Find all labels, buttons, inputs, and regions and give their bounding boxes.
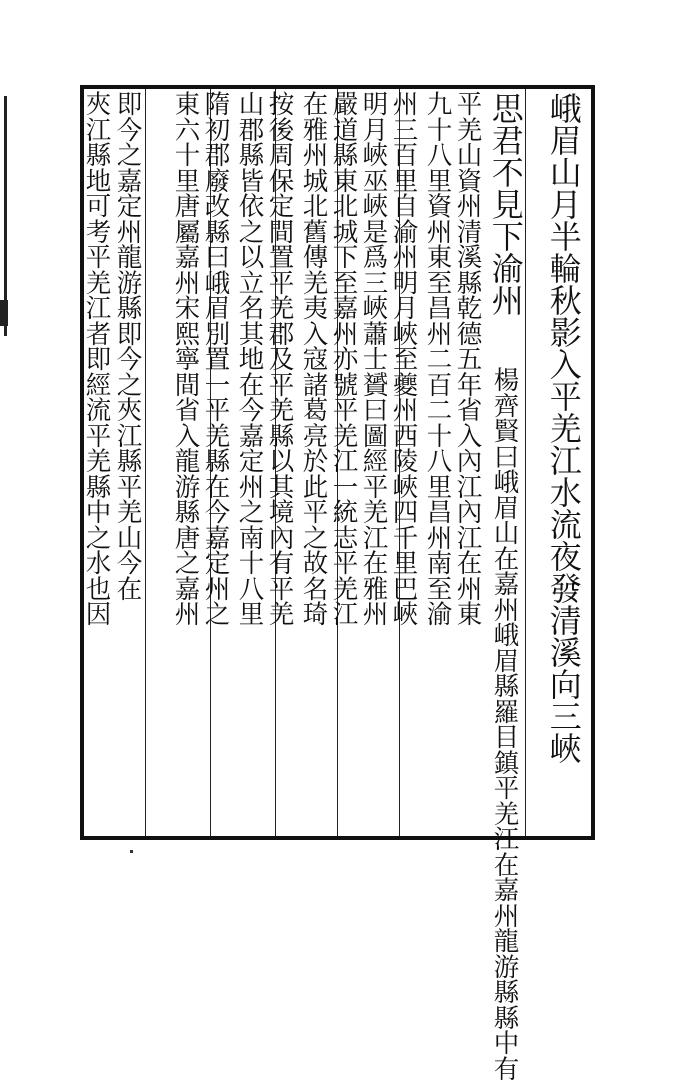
note-column: 嚴道縣東北城下至嘉州亦號平羌江一統志平羌江 [332, 90, 364, 630]
note-column: 九十八里資州東至昌州二百二十八里昌州南至渝 [426, 90, 458, 630]
note-column: 即今之嘉定州龍游縣即今之夾江縣平羌山今在 [116, 90, 148, 605]
ink-dot [130, 850, 133, 853]
note-column: 東六十里唐屬嘉州宋熙寧間省入龍游縣唐之嘉州 [174, 90, 206, 630]
poem-line-1: 峨眉山月半輪秋影入平羌江水流夜發清溪向三峽 [549, 90, 585, 768]
note-column: 楊齊賢曰峨眉山在嘉州峨眉縣羅目鎮平羌江在嘉州龍游縣縣中有 [493, 366, 525, 1085]
note-column: 按後周保定間置平羌郡及平羌縣以其境內有平羌 [268, 90, 300, 630]
note-column: 明月峽巫峽是爲三峽蕭士贇曰圖經平羌江在雅州 [362, 90, 394, 630]
note-column: 平羌山資州清溪縣乾德五年省入內江內江在州東 [456, 90, 488, 630]
note-column: 山郡縣皆依之以立名其地在今嘉定州之南十八里 [238, 90, 270, 630]
poem-line-2: 思君不見下渝州 [491, 90, 527, 320]
note-column: 州三百里自渝州明月峽至夔州西陵峽四千里巴峽 [392, 90, 424, 630]
note-column: 夾江縣地可考平羌江者即經流平羌縣中之水也因 [85, 90, 117, 630]
note-column: 隋初郡廢改縣曰峨眉別置一平羌縣在今嘉定州之 [204, 90, 236, 630]
note-column: 在雅州城北舊傳羌夷入寇諸葛亮於此平之故名琦 [302, 90, 334, 630]
text-frame [80, 85, 595, 1085]
binding-mark [0, 300, 8, 326]
